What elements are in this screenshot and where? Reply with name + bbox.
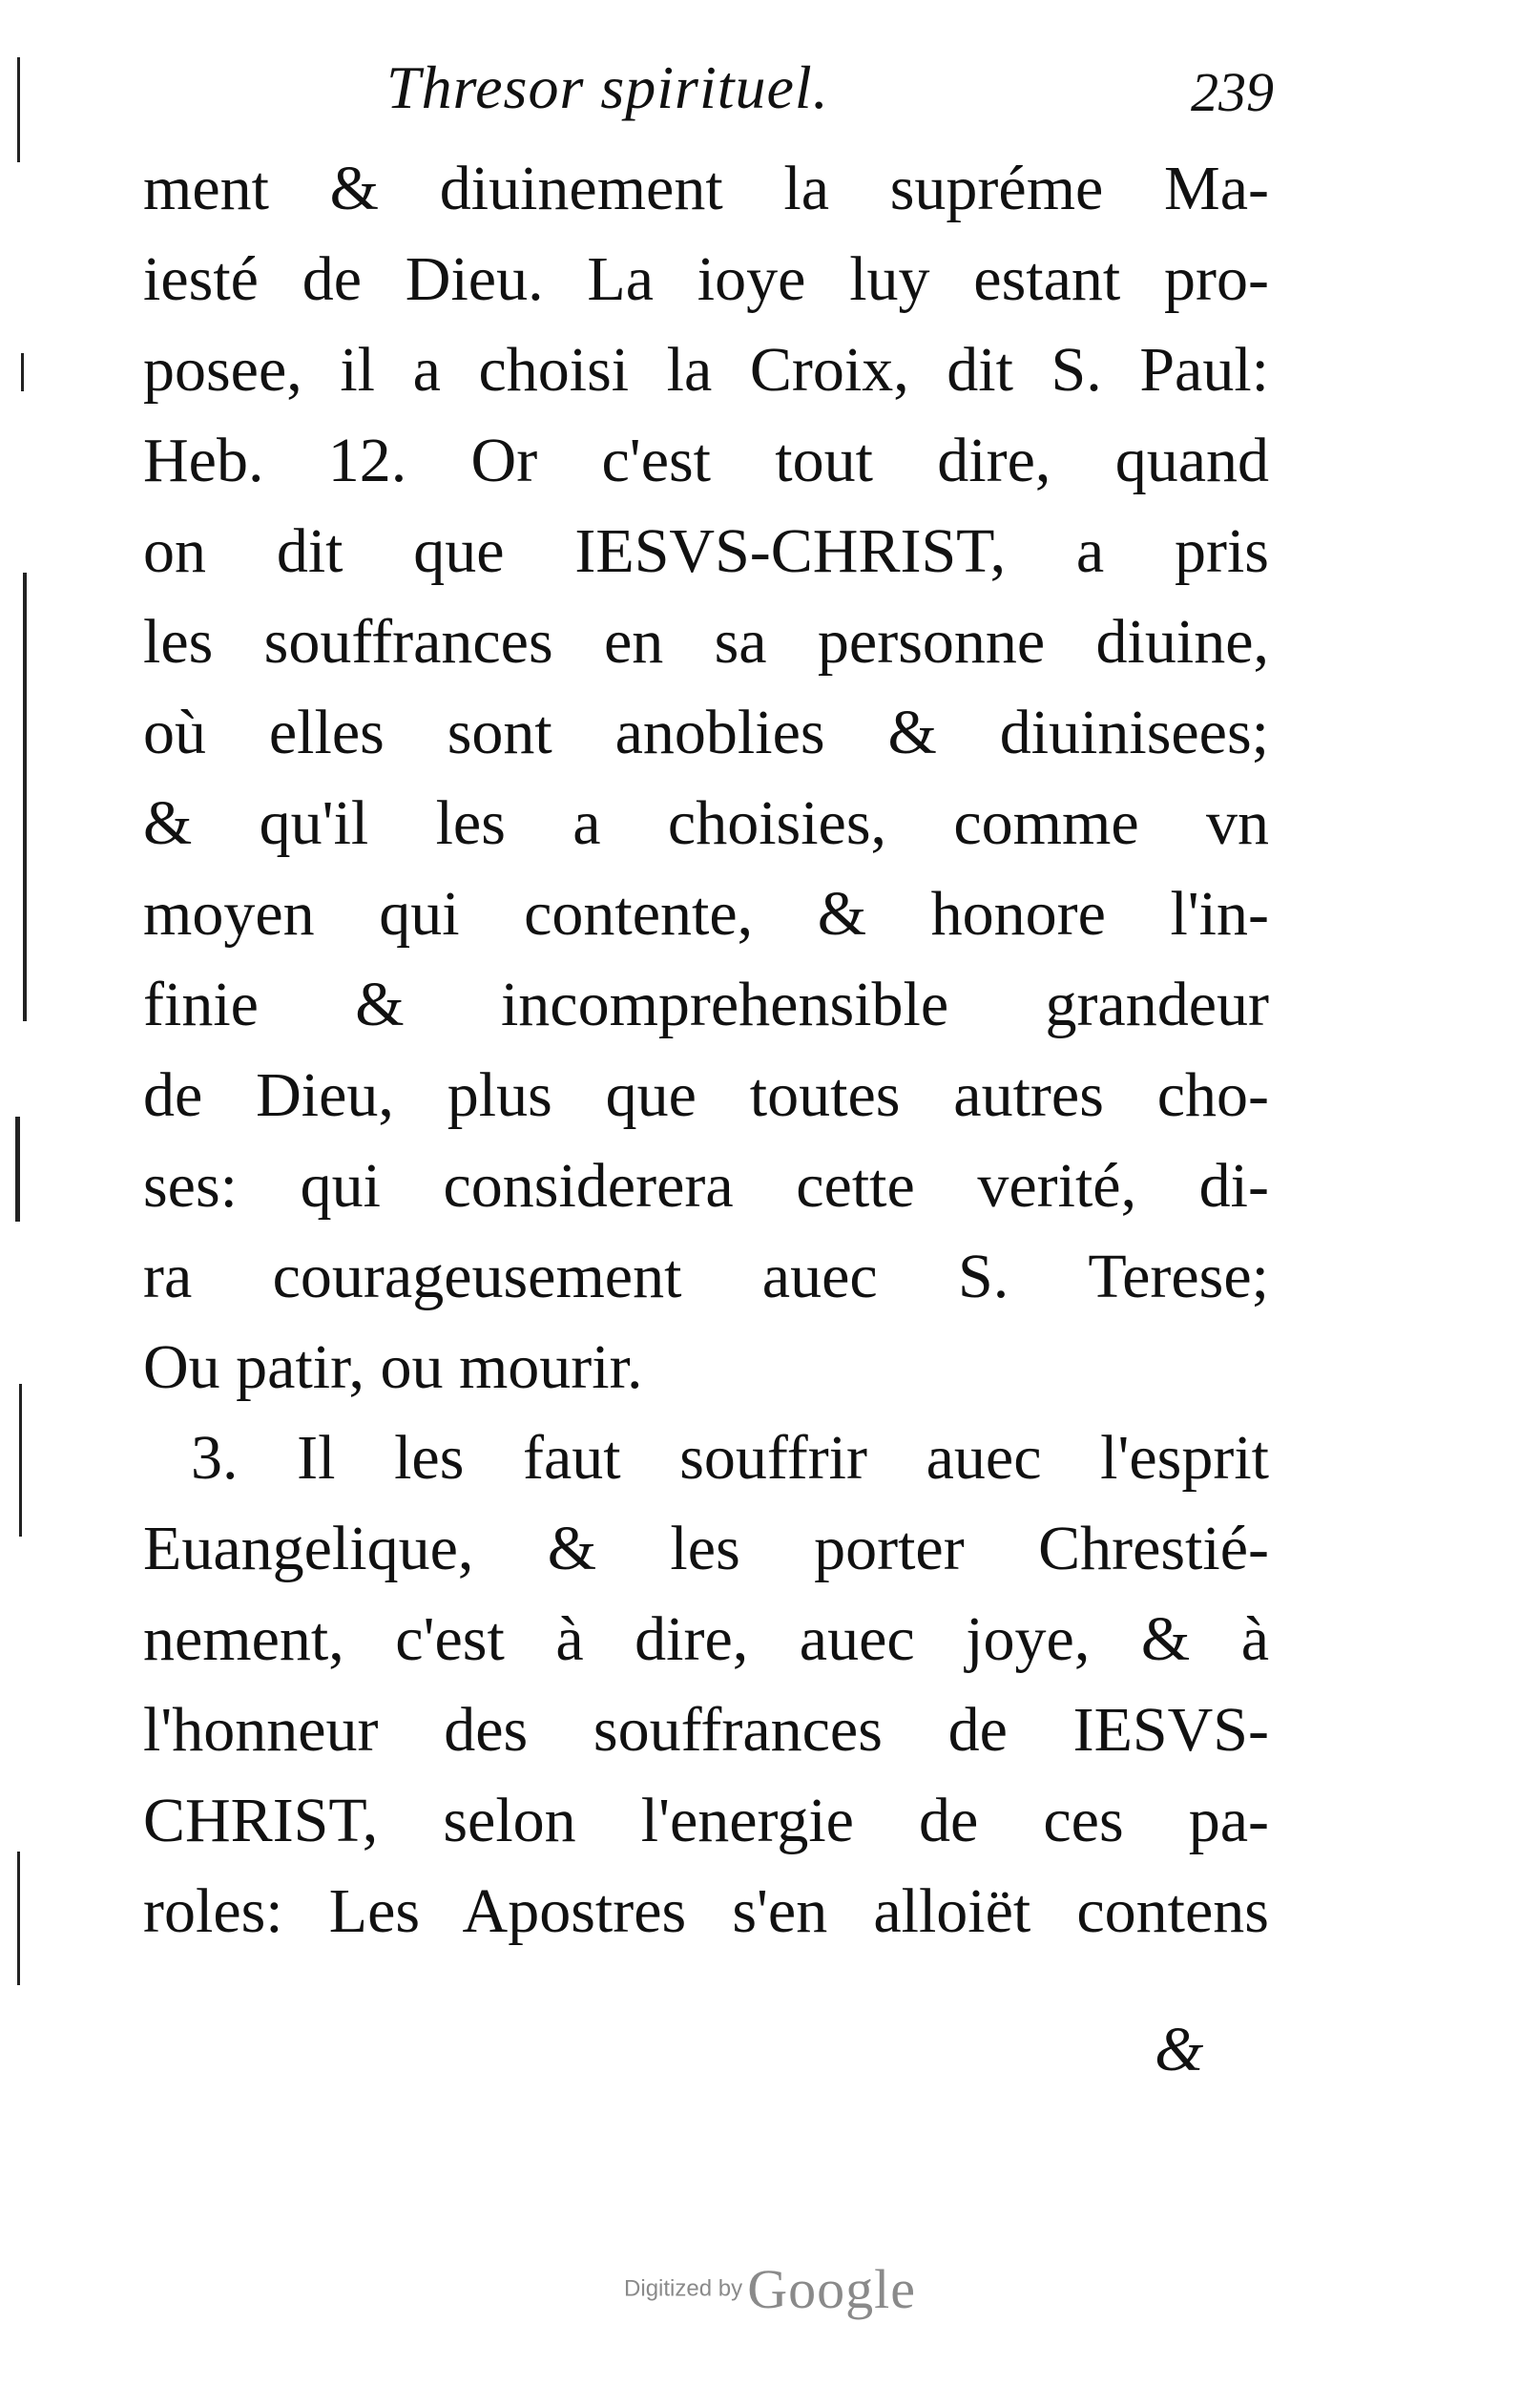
text-line: l'honneur des souffrances de IESVS- [143,1695,1269,1765]
text-line: 3. Il les faut souffrir auec l'esprit [191,1423,1269,1493]
text-line: ses: qui considerera cette verité, di- [143,1151,1269,1221]
binding-edge-mark [15,1117,20,1222]
binding-edge-mark [23,573,27,1021]
text-line: Ou patir, ou mourir. [143,1332,643,1402]
digitized-watermark [0,2257,1540,2321]
watermark-prefix: Digitized by [624,2275,743,2302]
binding-edge-mark [17,57,20,162]
text-line: posee, il a choisi la Croix, dit S. Paul: [143,335,1269,405]
text-line: CHRIST, selon l'energie de ces pa- [143,1786,1269,1855]
text-line: de Dieu, plus que toutes autres cho- [143,1060,1269,1130]
text-line: on dit que IESVS-CHRIST, a pris [143,516,1269,586]
text-line: Heb. 12. Or c'est tout dire, quand [143,426,1269,495]
text-line: ra courageusement auec S. Terese; [143,1242,1269,1311]
text-line: ment & diuinement la supréme Ma- [143,154,1269,223]
text-line: Euangelique, & les porter Chrestié- [143,1514,1269,1583]
text-line: moyen qui contente, & honore l'in- [143,879,1269,949]
binding-edge-mark [19,1384,22,1537]
text-line: les souffrances en sa personne diuine, [143,607,1269,677]
text-line: nement, c'est à dire, auec joye, & à [143,1604,1269,1674]
binding-edge-mark [17,1852,20,1985]
text-line: finie & incomprehensible grandeur [143,970,1269,1039]
text-line: iesté de Dieu. La ioye luy estant pro- [143,244,1269,314]
body-text [143,143,1269,1957]
text-line: roles: Les Apostres s'en alloiët contens [143,1876,1269,1946]
catchword: & [1155,2015,1204,2084]
binding-edge-mark [21,353,24,391]
page-header [148,52,1274,138]
text-line: où elles sont anoblies & diuinisees; [143,698,1269,767]
google-logo: Google [747,2258,916,2320]
page-number: 239 [1191,61,1274,123]
text-line: & qu'il les a choisies, comme vn [143,788,1269,858]
running-title: Thresor spirituel. [386,53,829,121]
